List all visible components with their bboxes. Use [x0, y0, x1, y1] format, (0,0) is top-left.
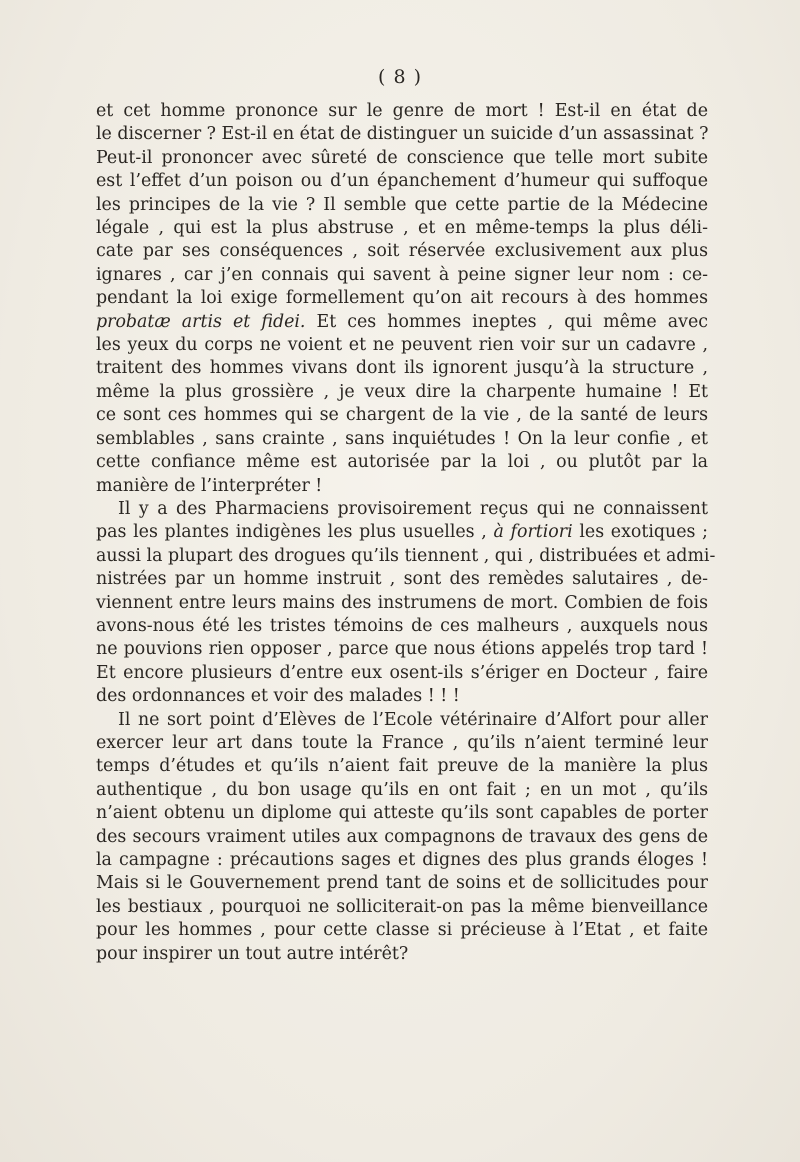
text-segment: et cet homme prononce sur le genre de mort ! Est-il en état de	[96, 101, 708, 121]
text-line	[96, 428, 708, 451]
text-line	[96, 147, 708, 170]
text-line	[96, 896, 708, 919]
text-line	[96, 123, 708, 146]
text-line	[96, 357, 708, 380]
text-line	[96, 475, 708, 498]
text-line	[96, 755, 708, 778]
text-line	[96, 568, 708, 591]
text-line	[96, 217, 708, 240]
text-line	[96, 545, 716, 568]
text-segment: manière de l’interpréter !	[96, 475, 323, 496]
text-segment: les principes de la vie ? Il semble que cette partie de la Médecine	[96, 194, 708, 215]
text-segment: ce sont ces hommes qui se chargent de la vie , de la santé de leurs	[96, 405, 708, 426]
text-line	[96, 451, 708, 474]
text-segment: pour inspirer un tout autre intérêt?	[96, 943, 409, 964]
text-line	[96, 919, 708, 942]
text-line	[96, 685, 708, 708]
text-line	[96, 872, 708, 895]
text-segment: nistrées par un homme instruit , sont des remèdes salutaires , de-	[96, 569, 708, 590]
text-line	[96, 498, 708, 521]
text-line	[96, 100, 708, 123]
text-line	[96, 615, 708, 638]
text-segment: est l’effet d’un poison ou d’un épanchement d’humeur qui suffoque	[96, 171, 708, 192]
text-segment: authentique , du bon usage qu’ils en ont fait ; en un mot , qu’ils	[96, 779, 708, 800]
page-number: ( 8 )	[378, 66, 422, 88]
text-line	[96, 264, 708, 287]
text-line	[96, 779, 708, 802]
text-segment: viennent entre leurs mains des instrumens de mort. Combien de fois	[96, 592, 708, 613]
text-segment: le discerner ? Est-il en état de distinguer un suicide d’un assassinat ?	[96, 124, 709, 145]
text-segment: aussi la plupart des drogues qu’ils tiennent , qui , distribuées et admi-	[96, 545, 716, 566]
text-segment: à fortiori	[493, 522, 573, 543]
text-segment: pas les plantes indigènes les plus usuelles ,	[96, 522, 494, 543]
text-line	[96, 381, 708, 404]
text-segment: exercer leur art dans toute la France , qu’ils n’aient terminé leur	[96, 732, 708, 753]
text-segment: Et encore plusieurs d’entre eux osent-ils s’ériger en Docteur , faire	[96, 662, 708, 683]
text-line	[96, 826, 708, 849]
text-line	[96, 662, 708, 685]
text-segment: des ordonnances et voir des malades ! ! !	[96, 686, 460, 707]
text-line	[96, 404, 708, 427]
text-segment: traitent des hommes vivans dont ils ignorent jusqu’à la structure ,	[96, 358, 708, 379]
paragraph	[96, 498, 716, 709]
text-line	[96, 287, 708, 310]
text-segment: pendant la loi exige formellement qu’on ait recours à des hommes	[96, 288, 708, 309]
text-segment: ne pouvions rien opposer , parce que nous étions appelés trop tard !	[96, 639, 708, 660]
text-segment: Il ne sort point d’Elèves de l’Ecole vétérinaire d’Alfort pour aller	[118, 709, 708, 730]
text-line	[96, 732, 708, 755]
text-line	[96, 194, 708, 217]
paragraph	[96, 100, 708, 498]
text-line	[96, 943, 708, 966]
text-segment: la campagne : précautions sages et dignes des plus grands éloges !	[96, 850, 708, 870]
text-segment: probatæ artis et fidei.	[96, 311, 306, 332]
text-segment: Mais si le Gouvernement prend tant de soins et de sollicitudes pour	[96, 873, 708, 894]
text-line	[96, 334, 708, 357]
text-segment: cate par ses conséquences , soit réservée exclusivement aux plus	[96, 241, 708, 262]
text-segment: n’aient obtenu un diplome qui atteste qu’ils sont capables de porter	[96, 803, 708, 824]
text-segment: Il y a des Pharmaciens provisoirement reçus qui ne connaissent	[118, 498, 708, 519]
text-segment: pour les hommes , pour cette classe si précieuse à l’Etat , et faite	[96, 920, 708, 941]
text-segment: ignares , car j’en connais qui savent à peine signer leur nom : ce-	[96, 264, 708, 285]
text-segment: les exotiques ;	[572, 522, 708, 543]
text-line	[96, 592, 708, 615]
text-segment: avons-nous été les tristes témoins de ces malheurs , auxquels nous	[96, 615, 708, 636]
text-line	[96, 709, 708, 732]
paragraph	[96, 709, 708, 966]
text-segment: cette confiance même est autorisée par la loi , ou plutôt par la	[96, 452, 708, 473]
text-segment: les bestiaux , pourquoi ne solliciterait-on pas la même bienveillance	[96, 896, 708, 917]
text-line	[96, 311, 708, 334]
text-line	[96, 521, 708, 544]
text-segment: semblables , sans crainte , sans inquiétudes ! On la leur confie , et	[96, 428, 708, 449]
text-line	[96, 170, 708, 193]
text-segment: temps d’études et qu’ils n’aient fait preuve de la manière la plus	[96, 756, 708, 777]
text-segment: des secours vraiment utiles aux compagnons de travaux des gens de	[96, 826, 708, 847]
text-segment: légale , qui est la plus abstruse , et en même-temps la plus déli-	[96, 218, 708, 239]
text-line	[96, 802, 708, 825]
text-segment: même la plus grossière , je veux dire la charpente humaine ! Et	[96, 381, 708, 402]
text-line	[96, 849, 708, 872]
text-line	[96, 638, 708, 661]
text-line	[96, 240, 708, 263]
body-text	[96, 100, 716, 966]
text-segment: les yeux du corps ne voient et ne peuvent rien voir sur un cadavre ,	[96, 335, 708, 356]
text-segment: Et ces hommes ineptes , qui même avec	[305, 311, 708, 332]
text-segment: Peut-il prononcer avec sûreté de conscience que telle mort subite	[96, 147, 708, 168]
